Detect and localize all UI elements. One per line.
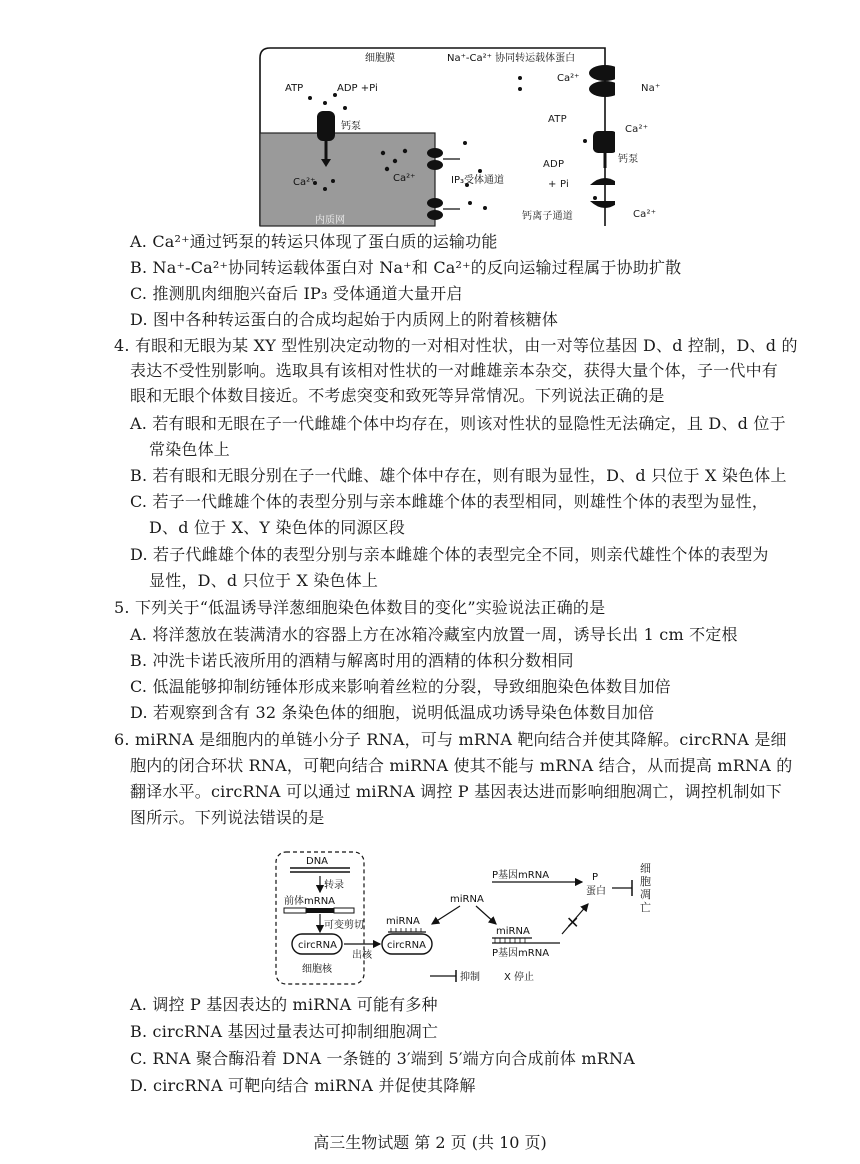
- q3-option-b: B. Na⁺-Ca²⁺协同转运载体蛋白对 Na⁺和 Ca²⁺的反向运输过程属于协助扩散: [130, 258, 682, 277]
- figure-circrna-mechanism: [270, 848, 670, 988]
- legend-inhibit-label: 抑制: [460, 972, 480, 983]
- p-protein-label: P: [592, 872, 599, 883]
- exchanger-label: Na⁺-Ca²⁺ 协同转运载体蛋白: [447, 53, 576, 64]
- q6-option-d: D. circRNA 可靶向结合 miRNA 并促使其降解: [130, 1076, 476, 1095]
- q6-stem: 图所示。下列说法错误的是: [130, 808, 325, 827]
- legend-stop-label: X 停止: [504, 972, 535, 983]
- atp-label: ATP: [285, 83, 304, 94]
- ca-label: Ca²⁺: [625, 124, 649, 135]
- q4-option-b: B. 若有眼和无眼分别在子一代雌、雄个体中存在，则有眼为显性，D、d 只位于 X 染色体上: [130, 466, 787, 485]
- export-label: 出核: [352, 950, 372, 961]
- nucleus-label: 细胞核: [302, 964, 332, 975]
- figure-calcium-transport: [255, 43, 615, 228]
- q4-option-d-cont: 显性，D、d 只位于 X 染色体上: [149, 571, 379, 590]
- q4-option-c-cont: D、d 位于 X、Y 染色体的同源区段: [149, 518, 406, 537]
- channel-label: 钙离子通道: [522, 211, 573, 222]
- q6-option-a: A. 调控 P 基因表达的 miRNA 可能有多种: [130, 995, 438, 1014]
- ip3-label: IP₃受体通道: [451, 175, 504, 186]
- q4-option-a-cont: 常染色体上: [149, 440, 231, 459]
- ca-label: Ca²⁺: [393, 173, 416, 184]
- q5-option-b: B. 冲洗卡诺氏液所用的酒精与解离时用的酒精的体积分数相同: [130, 651, 574, 670]
- membrane-label: 细胞膜: [365, 53, 395, 64]
- q6-stem: 6. miRNA 是细胞内的单链小分子 RNA，可与 mRNA 靶向结合并使其降解。circRNA 是细: [114, 730, 787, 749]
- q5-option-a: A. 将洋葱放在装满清水的容器上方在冰箱冷藏室内放置一周，诱导长出 1 cm 不定根: [130, 625, 738, 644]
- atp-label: ATP: [548, 114, 567, 125]
- q4-stem: 4. 有眼和无眼为某 XY 型性别决定动物的一对相对性状，由一对等位基因 D、d 控制，D、d 的: [114, 336, 798, 355]
- q4-option-c: C. 若子一代雌雄个体的表型分别与亲本雌雄个体的表型相同，则雄性个体的表型为显性，: [130, 492, 769, 511]
- q4-stem: 眼和无眼个体数目接近。不考虑突变和致死等异常情况。下列说法正确的是: [130, 386, 665, 405]
- pre-mrna-label: 前体mRNA: [284, 896, 336, 907]
- splice-label: 可变剪切: [324, 920, 364, 931]
- mirna-label: miRNA: [450, 894, 484, 905]
- page-footer: 高三生物试题 第 2 页 (共 10 页): [313, 1133, 547, 1152]
- q5-option-d: D. 若观察到含有 32 条染色体的细胞，说明低温成功诱导染色体数目加倍: [130, 703, 655, 722]
- stop-x-mark: ✕: [566, 913, 580, 932]
- q6-option-b: B. circRNA 基因过量表达可抑制细胞凋亡: [130, 1022, 439, 1041]
- er-label: 内质网: [315, 215, 345, 226]
- q5-option-c: C. 低温能够抑制纺锤体形成来影响着丝粒的分裂，导致细胞染色体数目加倍: [130, 677, 671, 696]
- q4-option-d: D. 若子代雌雄个体的表型分别与亲本雌雄个体的表型完全不同，则亲代雄性个体的表型为: [130, 545, 769, 564]
- p-mrna-label: P基因mRNA: [492, 870, 550, 881]
- ca-label: Ca²⁺: [633, 209, 657, 220]
- pump-label: 钙泵: [341, 121, 361, 132]
- q3-option-a: A. Ca²⁺通过钙泵的转运只体现了蛋白质的运输功能: [130, 232, 498, 251]
- q6-option-c: C. RNA 聚合酶沿着 DNA 一条链的 3′端到 5′端方向合成前体 mRNA: [130, 1049, 635, 1068]
- ca-label: Ca²⁺: [557, 73, 580, 84]
- pi-label: + Pi: [548, 179, 569, 190]
- circrna-label: circRNA: [387, 940, 426, 951]
- q3-option-c: C. 推测肌肉细胞兴奋后 IP₃ 受体通道大量开启: [130, 284, 463, 303]
- mirna-label: miRNA: [386, 916, 420, 927]
- adp-label: ADP +Pi: [337, 83, 378, 94]
- p-protein-label: 蛋白: [586, 886, 606, 897]
- pump-label: 钙泵: [618, 154, 639, 165]
- q6-stem: 翻译水平。circRNA 可以通过 miRNA 调控 P 基因表达进而影响细胞凋亡，调控机制如下: [130, 782, 782, 801]
- apoptosis-label: 细胞凋亡: [640, 862, 652, 914]
- mirna-label: miRNA: [496, 926, 530, 937]
- adp-label: ADP: [543, 159, 565, 170]
- q5-stem: 5. 下列关于“低温诱导洋葱细胞染色体数目的变化”实验说法正确的是: [114, 598, 606, 617]
- p-mrna-label: P基因mRNA: [492, 948, 550, 959]
- transcribe-label: 转录: [324, 880, 344, 891]
- q3-option-d: D. 图中各种转运蛋白的合成均起始于内质网上的附着核糖体: [130, 310, 559, 329]
- ca-label: Ca²⁺: [293, 177, 316, 188]
- q6-stem: 胞内的闭合环状 RNA，可靶向结合 miRNA 使其不能与 mRNA 结合，从而提高 mRNA 的: [130, 756, 793, 775]
- na-label: Na⁺: [641, 83, 661, 94]
- q4-stem: 表达不受性别影响。选取具有该相对性状的一对雌雄亲本杂交，获得大量个体，子一代中有: [130, 361, 779, 380]
- circrna-label: circRNA: [298, 940, 337, 951]
- dna-label: DNA: [306, 856, 329, 867]
- q4-option-a: A. 若有眼和无眼在子一代雌雄个体中均存在，则该对性状的显隐性无法确定，且 D、d 位于: [130, 414, 786, 433]
